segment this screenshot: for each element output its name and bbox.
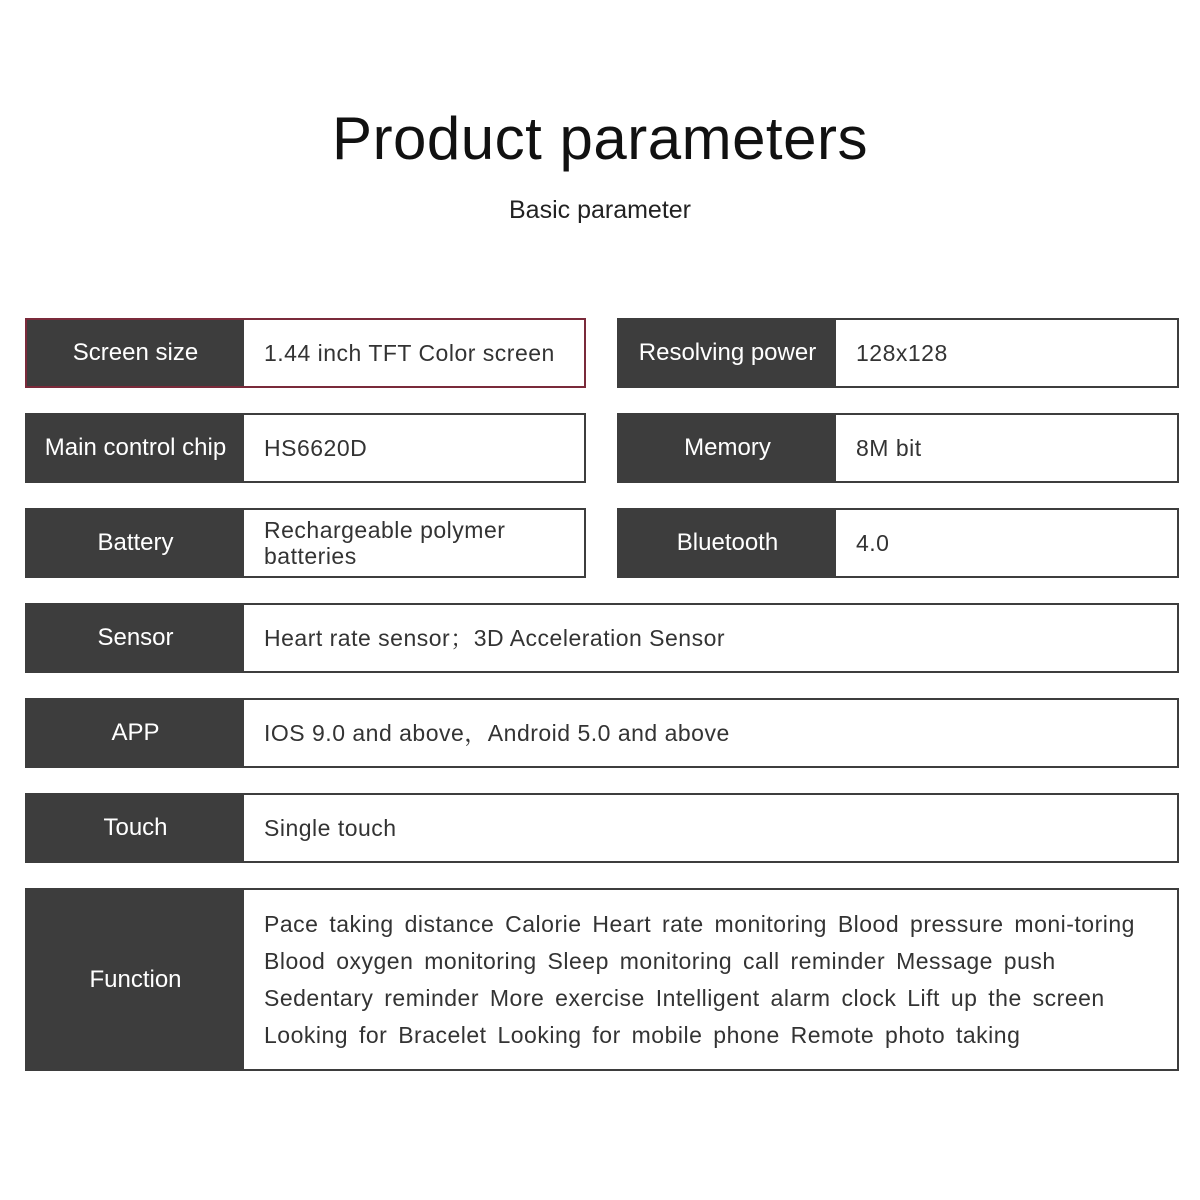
param-row-battery (25, 508, 586, 578)
param-label: Memory (619, 415, 836, 481)
page-subtitle: Basic parameter (508, 196, 692, 224)
param-row-memory (617, 413, 1179, 483)
param-value: Pace taking distance Calorie Heart rate monitoring Blood pressure moni-toring Blood oxygen monitoring Sleep monitoring call reminder Message push Sedentary reminder More exercise Intelligent alarm clock Lift up the screen Looking for Bracelet Looking for mobile phone Remote photo taking (264, 910, 1135, 1048)
param-value: IOS 9.0 and above，Android 5.0 and above (264, 719, 730, 746)
page-title: Product parameters (332, 105, 868, 172)
param-row-touch (25, 793, 1179, 863)
param-label: Function (27, 890, 244, 1069)
param-label: Sensor (27, 605, 244, 671)
param-row-main-control-chip (25, 413, 586, 483)
param-row-bluetooth (617, 508, 1179, 578)
param-row-function (25, 888, 1179, 1071)
param-row-resolving-power (617, 318, 1179, 388)
param-label: APP (27, 700, 244, 766)
param-value: Heart rate sensor；3D Acceleration Sensor (264, 624, 726, 651)
param-label: Touch (27, 795, 244, 861)
param-row-app (25, 698, 1179, 768)
param-label: Main control chip (27, 415, 244, 481)
param-label: Bluetooth (619, 510, 836, 576)
param-value: HS6620D (264, 434, 368, 461)
param-value: Single touch (264, 814, 397, 841)
param-label: Resolving power (619, 320, 836, 386)
param-row-sensor (25, 603, 1179, 673)
param-row-screen-size (25, 318, 586, 388)
param-value: Rechargeable polymer batteries (264, 516, 506, 569)
param-label: Screen size (27, 320, 244, 386)
param-value: 8M bit (856, 434, 922, 461)
param-label: Battery (27, 510, 244, 576)
param-value: 4.0 (856, 529, 890, 556)
param-value: 128x128 (856, 339, 948, 366)
param-value: 1.44 inch TFT Color screen (264, 339, 555, 366)
